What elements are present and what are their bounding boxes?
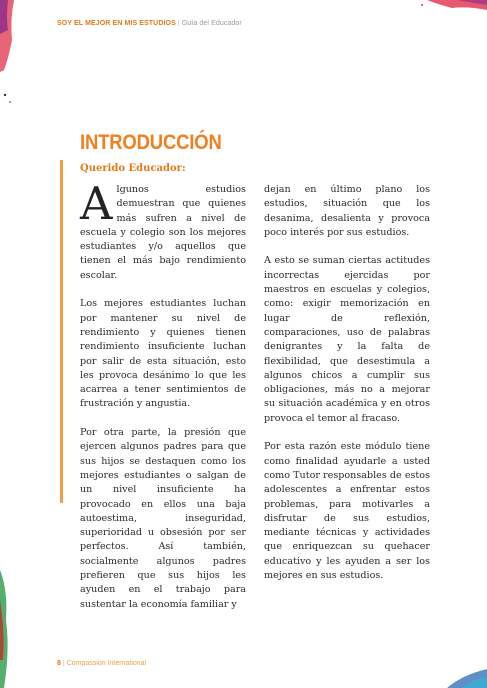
header-subtitle: Guía del Educador	[181, 20, 242, 27]
paint-splash-bottom-right	[427, 665, 487, 688]
right-column	[264, 183, 430, 598]
footer-separator: |	[62, 660, 65, 667]
page-number: 8	[57, 660, 61, 667]
paragraph: Algunos estudios demuestran que quienes más sufren a nivel de escuela y colegio son los mejores estudiantes y/o aquellos que tienen el más bajo rendimiento escolar.	[80, 177, 246, 281]
drop-cap: A	[80, 177, 113, 230]
accent-bar	[60, 160, 63, 503]
header-separator: |	[177, 20, 180, 27]
page-footer	[57, 660, 146, 667]
paint-splash-top-left	[0, 0, 30, 110]
paragraph: Por otra parte, la presión que ejercen algunos padres para que sus hijos se destaquen como los mejores estudiantes o salgan de un nivel insuficiente ha provocado en ellos una baja autoestima, inseguridad, superioridad u obsesión por ser perfectos. Así también, socialmente algunos padres prefieren que sus hijos les ayuden en el trabajo para sustentar la economía familiar y	[80, 427, 246, 610]
paragraph: A esto se suman ciertas actitudes incorrectas ejercidas por maestros en escuelas y colegios, como: exigir memorización en lugar de reflexión, comparaciones, uso de palabras denigrantes y la falta de flexibilidad, que desestimula a algunos chicos a cumplir sus obligaciones, más no a mejorar su situación académica y en otros provoca el temor al fracaso.	[264, 255, 430, 424]
greeting: Querido Educador:	[80, 163, 186, 174]
section-title: INTRODUCCIÓN	[80, 131, 222, 154]
paint-splash-bottom-left	[0, 560, 20, 688]
running-header	[57, 20, 242, 27]
paint-splash-top-right	[397, 0, 487, 30]
paragraph: dejan en último plano los estudios, situación que los desanima, desalienta y provoca poco interés por sus estudios.	[264, 184, 430, 238]
paragraph: Los mejores estudiantes luchan por mantener su nivel de rendimiento y quienes tienen rendimiento insuficiente luchan por salir de esta situación, esto les provoca desánimo lo que les acarrea a tener sentimientos de frustración y angustia.	[80, 298, 246, 410]
footer-org: Compassion International	[66, 660, 147, 667]
left-column	[80, 177, 246, 626]
header-brand: SOY EL MEJOR EN MIS ESTUDIOS	[57, 20, 176, 27]
paragraph: Por esta razón este módulo tiene como finalidad ayudarle a usted como Tutor responsables de estos adolescentes a enfrentar estos problemas, para motivarles a disfrutar de sus estudios, mediante técnicas y actividades que enriquezcan su quehacer educativo y les ayuden a ser los mejores en sus estudios.	[264, 441, 430, 582]
